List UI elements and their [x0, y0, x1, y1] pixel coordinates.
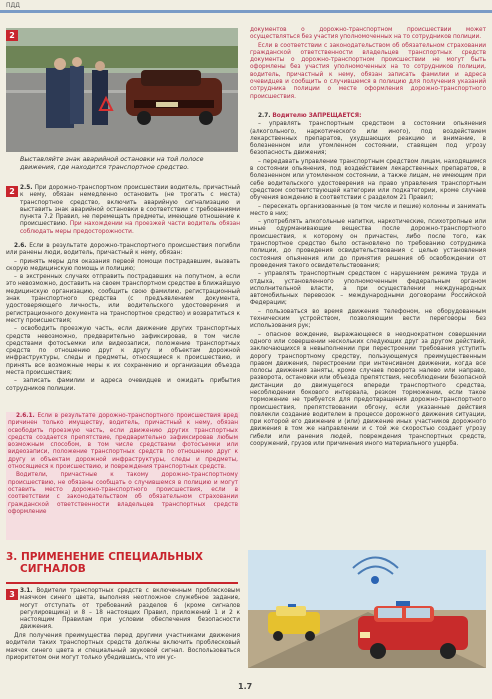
p27-number: 2.7. [258, 113, 271, 119]
figure-badge: 2 [6, 30, 18, 41]
left-column-top [20, 185, 240, 237]
p31-block-2 [6, 633, 240, 663]
figure-caption: Выставляйте знак аварийной остановки на той полосе движения, где находится транспортное средство. [20, 156, 204, 171]
p25-red-text: При нахождении на проезжей части водитель обязан соблюдать меры предосторожности. [20, 221, 241, 235]
p26-intro: Если в результате дорожно-транспортного происшествия погибли или ранены люди, водитель, причастный к нему, обязан: [6, 243, 240, 257]
p27-title: Водителю ЗАПРЕЩАЕТСЯ: [272, 113, 362, 119]
p27-item: – употреблять алкогольные напитки, наркотические, психотропные или иные одурманивающие вещества после дорожно-транспортного происшествия, к которому он причастен, либо после того, как транспортное средство было остановлено по требованию сотрудника полиции, до проведения освидетельствования с целью установления состояния опьянения или до принятия решения об освобождении от проведения такого освидетельствования; [250, 219, 486, 269]
accident-photo [6, 28, 238, 152]
emergency-vehicles-image [248, 550, 486, 668]
right-top-red: документов о дорожно-транспортном происшествии может осуществляться без участия уполномоченных на то сотрудников полиции. [250, 27, 486, 41]
p26-number: 2.6. [14, 243, 27, 249]
left-column-26 [6, 243, 240, 394]
p27-item: – передавать управление транспортным средством лицам, находящимся в состоянии опьянения, под воздействием лекарственных препаратов, в болезненном или утомленном состоянии, а также лицам, не имеющим при себе водительского удостоверения на право управления транспортным средством соответствующей категории или подкатегории, кроме случаев обучения вождению в соответствии с разделом 21 Правил; [250, 158, 486, 202]
p31-text-2: Для получения преимущества перед другими участниками движения водители таких транспортных средств должны включить проблесковый маячок синего цвета и специальный звуковой сигнал. Воспользоваться приоритетом они могут только убедившись, что им ус- [6, 633, 240, 661]
header-rule [0, 10, 492, 13]
section-3-title-line2: СИГНАЛОВ [20, 563, 86, 575]
p31-block [20, 588, 240, 633]
section-3-title [6, 551, 238, 575]
p27-item: – управлять транспортным средством в состоянии опьянения (алкогольного, наркотического или иного), под воздействием лекарственных препаратов, ухудшающих реакцию и внимание, в болезненном или утомленном состоянии, ставящем под угрозу безопасность движения; [250, 121, 486, 157]
p27-item: – пересекать организованные (в том числе и пешие) колонны и занимать место в них; [250, 203, 486, 217]
p27-item: – пользоваться во время движения телефоном, не оборудованным техническим устройством, позволяющим вести переговоры без использования рук; [250, 308, 486, 330]
section-3-title-line1: 3. ПРИМЕНЕНИЕ СПЕЦИАЛЬНЫХ [6, 551, 204, 563]
right-column-top [250, 27, 486, 102]
p26-item: – в экстренных случаях отправить пострадавших на попутном, а если это невозможно, доставить на своем транспортном средстве в ближайшую медицинскую организацию, сообщить свою фамилию, регистрационный знак транспортного средства (с предъявлением документа, удостоверяющего личность, или водительского удостоверения и регистрационного документа на транспортное средство) и возвратиться к месту происшествия; [6, 274, 240, 324]
p261-text: Если в результате дорожно-транспортного происшествия вред причинен только имуществу, водитель, причастный к нему, обязан освободить проезжую часть, если движению других транспортных средств создается препятствие, предварительно зафиксировав любым возможным способом, в том числе средствами фотосъемки или видеозаписи, положение транспортных средств по отношению друг к другу и объектам дорожной инфраструктуры, следы и предметы, относящиеся к происшествию, и повреждения транспортных средств. [8, 413, 239, 471]
p31-badge: 3 [6, 589, 18, 600]
p25-badge: 2 [6, 186, 18, 197]
p26-item: – освободить проезжую часть, если движение других транспортных средств невозможно, предварительно зафиксировав, в том числе средствами фотосъемки или видеозаписи, положение транспортных средств по отношению друг к другу и объектам дорожной инфраструктуры, следы и предметы, относящиеся к происшествию, и принять все возможные меры к их сохранению и организации объезда места происшествия; [6, 326, 240, 377]
p26-item: – принять меры для оказания первой помощи пострадавшим, вызвать скорую медицинскую помощь и полицию; [6, 258, 240, 272]
right-top-red-2: Если в соответствии с законодательством об обязательном страховании гражданской ответственности владельцев транспортных средств документы о дорожно-транспортном происшествии не могут быть оформлены без участия уполномоченных на то сотрудников полиции, водитель, причастный к нему, обязан записать фамилии и адреса очевидцев и сообщить о случившемся в полицию для получения указаний сотрудника полиции о месте оформления дорожно-транспортного происшествия. [250, 42, 486, 100]
page-number: 1.7 [238, 682, 253, 691]
p31-text: Водители транспортных средств с включенным проблесковым маячком синего цвета, выполняя неотложное служебное задание, могут отступать от требований разделов 6 (кроме сигналов регулировщика) и 8 – 18 настоящих Правил, приложений 1 и 2 к настоящим Правилам при условии обеспечения безопасности движения. [20, 588, 240, 631]
p27-item: – управлять транспортным средством с нарушением режима труда и отдыха, установленного уполномоченным федеральным органом исполнительной власти, а при осуществлении международных автомобильных перевозок – международными договорами Российской Федерации; [250, 271, 486, 307]
accident-scene-image [6, 28, 238, 152]
p25-text: При дорожно-транспортном происшествии водитель, причастный к нему, обязан немедленно остановить (не трогать с места) транспортное средство, включить аварийную сигнализацию и выставить знак аварийной остановки в соответствии с требованиями пункта 7.2 Правил, не перемещать предметы, имеющие отношение к происшествию. [20, 185, 241, 228]
p27-item: – опасное вождение, выражающееся в неоднократном совершении одного или совершении нескольких следующих друг за другом действий, заключающихся в невыполнении при перестроении требования уступить дорогу транспортному средству, пользующемуся преимущественным правом движения, перестроении при интенсивном движении, когда все полосы движения заняты, кроме случаев поворота налево или направо, разворота, остановки или объезда препятствия, несоблюдении безопасной дистанции до движущегося впереди транспортного средства, несоблюдении бокового интервала, резком торможении, если такое торможение не требуется для предотвращения дорожно-транспортного происшествия, препятствовании обгону, если указанные действия повлекли создание водителем в процессе дорожного движения ситуации, при которой его движение и (или) движение иных участников дорожного движения в том же направлении и с той же скоростью создает угрозу гибели или ранения людей, повреждения транспортных средств, сооружений, грузов или причинения иного материального ущерба. [250, 331, 486, 448]
section-3-rule [6, 582, 238, 584]
p31-number: 3.1. [20, 588, 33, 594]
p261-text-2: Водители, причастные к такому дорожно-транспортному происшествию, не обязаны сообщать о случившемся в полицию и могут оставить место дорожно-транспортного происшествия, если в соответствии с законодательством об обязательном страховании гражданской ответственности владельцев транспортных средств оформление [8, 472, 238, 515]
emergency-vehicles-illustration [248, 550, 486, 668]
p26-item: – записать фамилии и адреса очевидцев и ожидать прибытия сотрудников полиции. [6, 378, 240, 392]
right-column-27 [250, 113, 486, 449]
p261-number: 2.6.1. [16, 413, 35, 419]
left-column-261 [8, 413, 238, 517]
running-header: ПДД [6, 2, 20, 9]
p25-number: 2.5. [20, 185, 33, 191]
